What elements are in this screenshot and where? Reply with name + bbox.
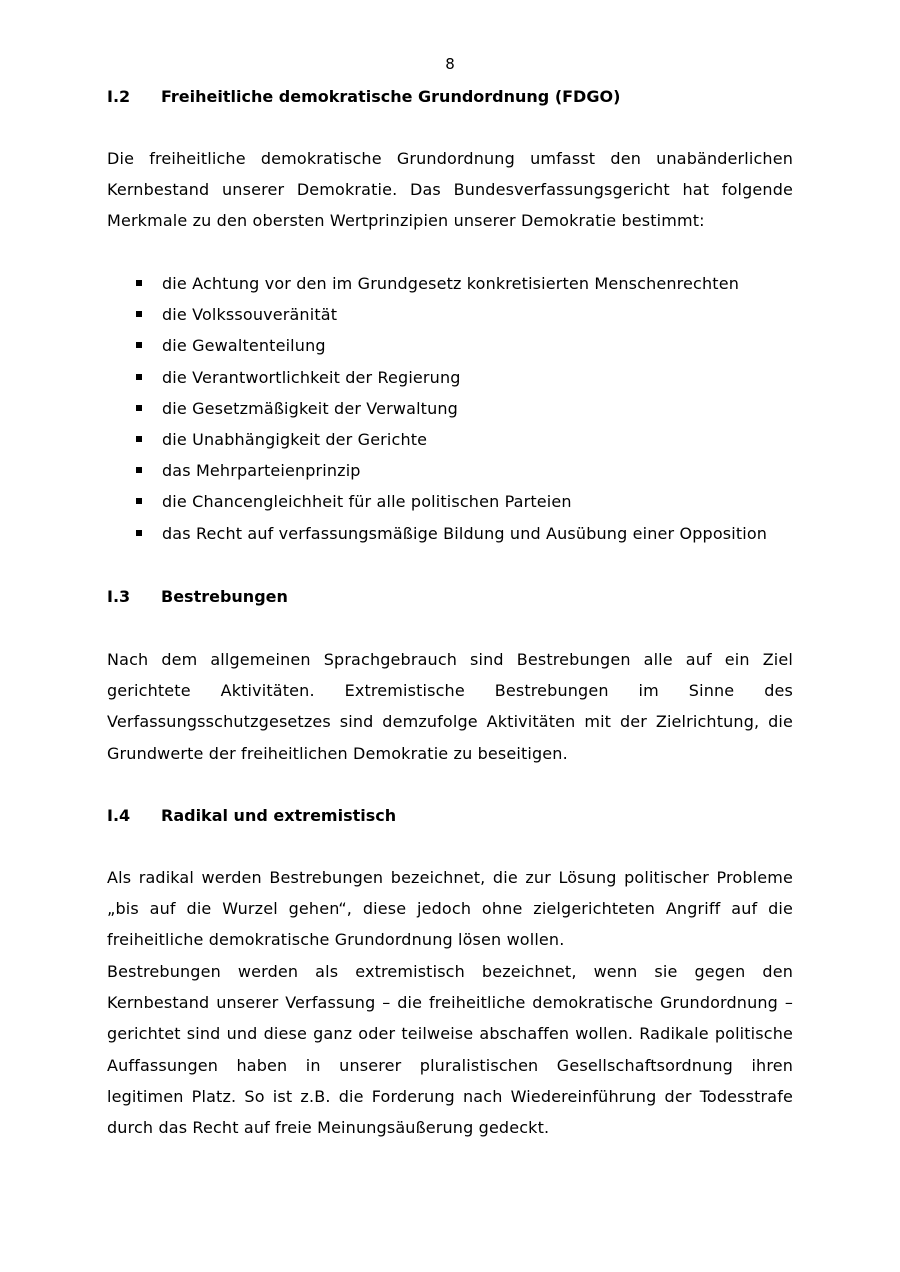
- list-item: die Gewaltenteilung: [107, 330, 793, 361]
- list-item: das Mehrparteienprinzip: [107, 455, 793, 486]
- list-item: die Unabhängigkeit der Gerichte: [107, 424, 793, 455]
- section-number: I.2: [107, 87, 131, 106]
- section-number: I.4: [107, 806, 131, 825]
- list-item: das Recht auf verfassungsmäßige Bildung und Ausübung einer Opposition: [107, 518, 793, 549]
- square-bullet-icon: [136, 467, 142, 473]
- square-bullet-icon: [136, 530, 142, 536]
- list-item: die Gesetzmäßigkeit der Verwaltung: [107, 393, 793, 424]
- bestrebungen-paragraph: Nach dem allgemeinen Sprachgebrauch sind Bestrebungen alle auf ein Ziel gerichtete Aktivitäten. Extremistische Bestrebungen im Sinne des Verfassungsschutzgesetzes sind demzufolge Aktivitäten mit der Zielrichtung, die Grundwerte der freiheitlichen Demokratie zu beseitigen.: [107, 650, 793, 763]
- section-heading-fdgo: [107, 86, 793, 108]
- section-title: Freiheitliche demokratische Grundordnung (FDGO): [161, 87, 621, 106]
- extremistisch-paragraph: Bestrebungen werden als extremistisch bezeichnet, wenn sie gegen den Kernbestand unserer Verfassung – die freiheitliche demokratische Grundordnung – gerichtet sind und diese ganz oder teilweise abschaffen wollen. Radikale politische Auffassungen haben in unserer pluralistischen Gesellschaftsordnung ihren legitimen Platz. So ist z.B. die Forderung nach Wiedereinführung der Todesstrafe durch das Recht auf freie Meinungsäußerung gedeckt.: [107, 962, 793, 1138]
- square-bullet-icon: [136, 374, 142, 380]
- section-heading-bestrebungen: [107, 586, 793, 608]
- list-item: die Volkssouveränität: [107, 299, 793, 330]
- fdgo-principles-list: [107, 268, 793, 549]
- list-item: die Chancengleichheit für alle politischen Parteien: [107, 486, 793, 517]
- page-number: 8: [445, 55, 455, 73]
- square-bullet-icon: [136, 280, 142, 286]
- list-item: die Verantwortlichkeit der Regierung: [107, 362, 793, 393]
- list-item: die Achtung vor den im Grundgesetz konkretisierten Menschenrechten: [107, 268, 793, 299]
- square-bullet-icon: [136, 498, 142, 504]
- square-bullet-icon: [136, 436, 142, 442]
- fdgo-intro-paragraph: Die freiheitliche demokratische Grundordnung umfasst den unabänderlichen Kernbestand unserer Demokratie. Das Bundesverfassungsgericht hat folgende Merkmale zu den obersten Wertprinzipien unserer Demokratie bestimmt:: [107, 149, 793, 231]
- radikal-paragraph: Als radikal werden Bestrebungen bezeichnet, die zur Lösung politischer Probleme „bis auf die Wurzel gehen“, diese jedoch ohne zielgerichteten Angriff auf die freiheitliche demokratische Grundordnung lösen wollen.: [107, 868, 793, 950]
- section-heading-radikal-extremistisch: [107, 805, 793, 827]
- section-number: I.3: [107, 587, 131, 606]
- square-bullet-icon: [136, 342, 142, 348]
- section-title: Radikal und extremistisch: [161, 806, 397, 825]
- section-title: Bestrebungen: [161, 587, 288, 606]
- square-bullet-icon: [136, 311, 142, 317]
- square-bullet-icon: [136, 405, 142, 411]
